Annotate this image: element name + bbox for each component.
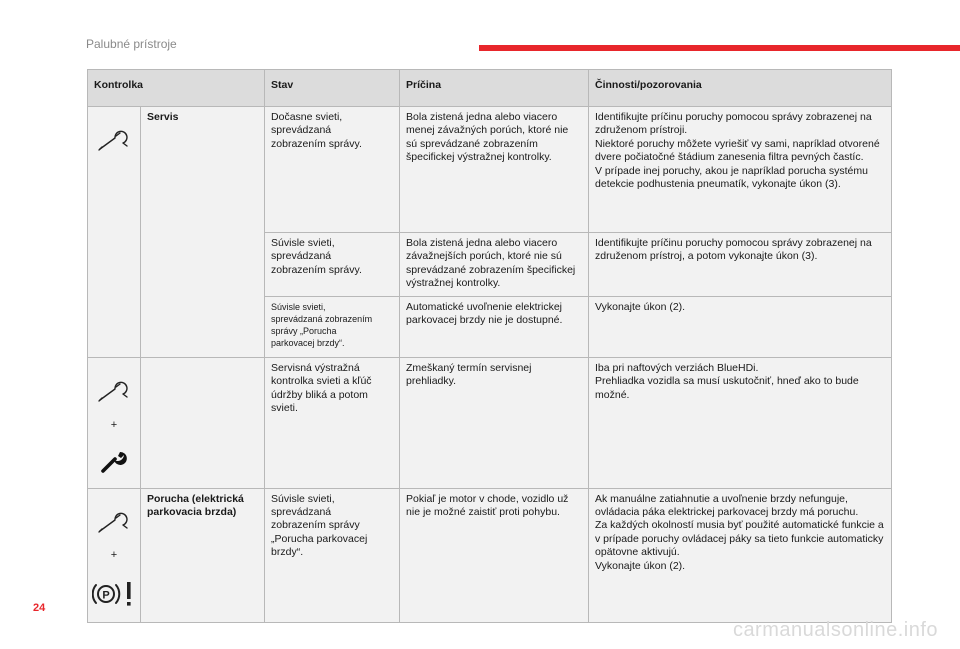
lamp-name-porucha: Porucha (elektrická parkovacia brzda) [141, 488, 265, 623]
cause-cell: Bola zistená jedna alebo viacero menej závažných porúch, ktoré nie sú sprevádzané zobrazením špecifickej výstražnej kontrolky. [400, 107, 589, 233]
action-cell: Identifikujte príčinu poruchy pomocou správy zobrazenej na združenom prístroji. Niektoré poruchy môžete vyriešiť vy sami, napríklad otvorené dvere počiatočné štádium zanesenia filtra pevných častíc. V prípade inej poruchy, akou je napríklad porucha systému detekcie podhustenia pneumatík, vykonajte úkon (3). [589, 107, 892, 233]
header-cinnosti: Činnosti/pozorovania [589, 70, 892, 107]
table-header-row [88, 70, 892, 107]
cause-cell: Pokiaľ je motor v chode, vozidlo už nie je možné zaistiť proti pohybu. [400, 488, 589, 623]
plus-sign: + [110, 418, 118, 431]
wrench-outline-icon [96, 512, 132, 534]
lamp-name-empty [141, 357, 265, 488]
parking-brake-warning-icon [92, 579, 136, 609]
plus-sign: + [110, 549, 118, 562]
header-kontrolka: Kontrolka [88, 70, 265, 107]
action-cell: Vykonajte úkon (2). [589, 296, 892, 357]
wrench-outline-icon [96, 381, 132, 403]
wrench-outline-icon [96, 130, 132, 152]
section-title: Palubné prístroje [86, 37, 177, 51]
table-row [88, 488, 892, 623]
header-stav: Stav [265, 70, 400, 107]
page-number: 24 [33, 602, 46, 614]
state-cell: Súvisle svieti, sprevádzaná zobrazením správy „Porucha parkovacej brzdy“. [265, 296, 400, 357]
svg-text:P: P [102, 589, 110, 602]
cause-cell: Zmeškaný termín servisnej prehliadky. [400, 357, 589, 488]
action-cell: Ak manuálne zatiahnutie a uvoľnenie brzdy nefunguje, ovládacia páka elektrickej parkovacej brzdy má poruchu. Za každých okolností musia byť použité automatické funkcie a v prípade poruchy ovládacej páky sa tieto funkcie automaticky opätovne aktivujú. Vykonajte úkon (2). [589, 488, 892, 623]
state-cell: Dočasne svieti, sprevádzaná zobrazením správy. [265, 107, 400, 233]
accent-bar [479, 45, 960, 51]
lamp-name-servis: Servis [141, 107, 265, 358]
table-row [88, 107, 892, 233]
lamp-icon-cell [88, 107, 141, 358]
table-row [88, 357, 892, 488]
state-cell: Súvisle svieti, sprevádzaná zobrazením správy. [265, 233, 400, 297]
state-cell: Súvisle svieti, sprevádzaná zobrazením správy „Porucha parkovacej brzdy“. [265, 488, 400, 623]
action-cell: Iba pri naftových verziách BlueHDi. Prehliadka vozidla sa musí uskutočniť, hneď ako to bude možné. [589, 357, 892, 488]
action-cell: Identifikujte príčinu poruchy pomocou správy zobrazenej na združenom prístroj, a potom vykonajte úkon (3). [589, 233, 892, 297]
warning-lamps-table [87, 69, 892, 623]
cause-cell: Automatické uvoľnenie elektrickej parkovacej brzdy nie je dostupné. [400, 296, 589, 357]
state-cell: Servisná výstražná kontrolka svieti a kľúč údržby bliká a potom svieti. [265, 357, 400, 488]
watermark: carmanualsonline.info [732, 619, 938, 641]
lamp-icon-cell [88, 357, 141, 488]
cause-cell: Bola zistená jedna alebo viacero závažnejších porúch, ktoré nie sú sprevádzané zobrazením špecifickej výstražnej kontrolky. [400, 233, 589, 297]
header-pricina: Príčina [400, 70, 589, 107]
lamp-icon-cell [88, 488, 141, 623]
wrench-solid-icon [100, 448, 128, 474]
